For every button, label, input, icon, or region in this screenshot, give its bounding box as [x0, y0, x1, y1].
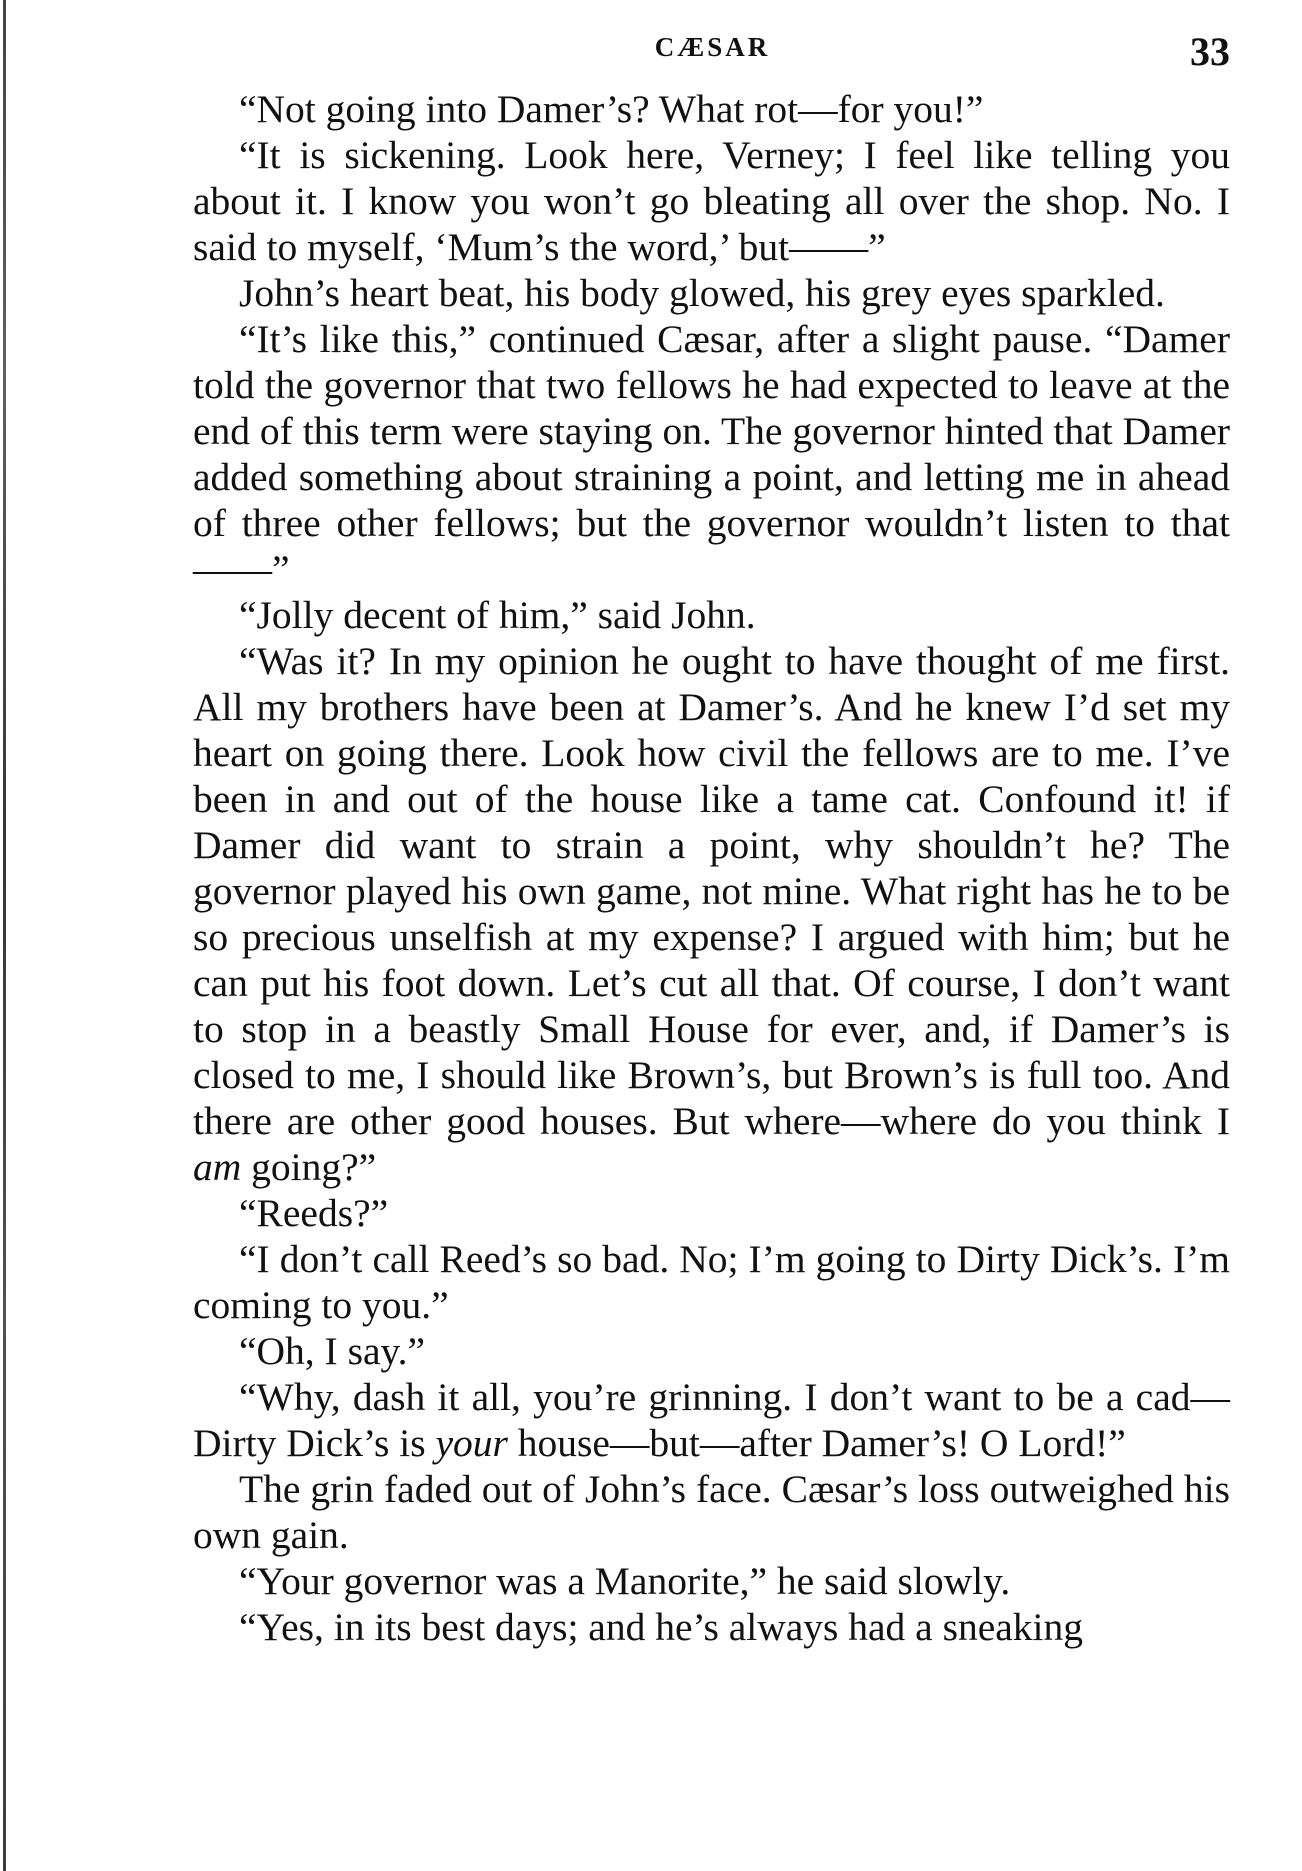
paragraph-text: “Yes, in its best days; and he’s always had a sneaking	[239, 1605, 1084, 1649]
running-title: CÆSAR	[654, 32, 771, 62]
paragraph	[193, 1328, 1230, 1374]
paragraph-text: “Reeds?”	[239, 1191, 389, 1235]
paragraph-text: going?”	[241, 1145, 377, 1189]
paragraph	[193, 1604, 1230, 1650]
paragraph	[193, 1236, 1230, 1328]
paragraph-text: “Jolly decent of him,” said John.	[239, 593, 756, 637]
italic-text: your	[435, 1421, 508, 1465]
paragraph	[193, 1190, 1230, 1236]
paragraph-text: John’s heart beat, his body glowed, his grey eyes sparkled.	[239, 271, 1165, 315]
paragraph	[193, 86, 1230, 132]
paragraph	[193, 132, 1230, 270]
italic-text: am	[193, 1145, 242, 1189]
body-text	[193, 86, 1230, 1650]
paragraph	[193, 592, 1230, 638]
paragraph	[193, 270, 1230, 316]
page-header	[195, 28, 1230, 84]
paragraph	[193, 638, 1230, 1190]
page-binding-edge	[3, 0, 6, 1871]
paragraph-text: house—but—after Damer’s! O Lord!”	[507, 1421, 1126, 1465]
paragraph-text: “Oh, I say.”	[239, 1329, 426, 1373]
paragraph-text: “Your governor was a Manorite,” he said slowly.	[239, 1559, 1011, 1603]
paragraph	[193, 1558, 1230, 1604]
paragraph	[193, 1466, 1230, 1558]
page-number: 33	[1190, 29, 1230, 74]
paragraph-text: “Not going into Damer’s? What rot—for you!”	[239, 87, 984, 131]
paragraph-text: The grin faded out of John’s face. Cæsar’s loss outweighed his own gain.	[193, 1467, 1230, 1557]
paragraph-text: “Was it? In my opinion he ought to have thought of me first. All my brothers have been at Damer’s. And he knew I’d set my heart on going there. Look how civil the fellows are to me. I’ve been in and out of the house like a tame cat. Confound it! if Damer did want to strain a point, why shouldn’t he? The governor played his own game, not mine. What right has he to be so precious unselfish at my expense? I argued with him; but he can put his foot down. Let’s cut all that. Of course, I don’t want to stop in a beastly Small House for ever, and, if Damer’s is closed to me, I should like Brown’s, but Brown’s is full too. And there are other good houses. But where—where do you think I	[193, 639, 1230, 1143]
paragraph-text: “It is sickening. Look here, Verney; I feel like telling you about it. I know you won’t go bleating all over the shop. No. I said to myself, ‘Mum’s the word,’ but——”	[193, 133, 1230, 269]
paragraph-text: “Why, dash it all, you’re grinning. I don’t want to be a cad—Dirty Dick’s is	[193, 1375, 1230, 1465]
paragraph	[193, 1374, 1230, 1466]
paragraph-text: “It’s like this,” continued Cæsar, after a slight pause. “Damer told the governor that two fellows he had expected to leave at the end of this term were staying on. The governor hinted that Damer added something about straining a point, and letting me in ahead of three other fellows; but the governor wouldn’t listen to that——”	[193, 317, 1230, 591]
paragraph	[193, 316, 1230, 592]
paragraph-text: “I don’t call Reed’s so bad. No; I’m going to Dirty Dick’s. I’m coming to you.”	[193, 1237, 1230, 1327]
